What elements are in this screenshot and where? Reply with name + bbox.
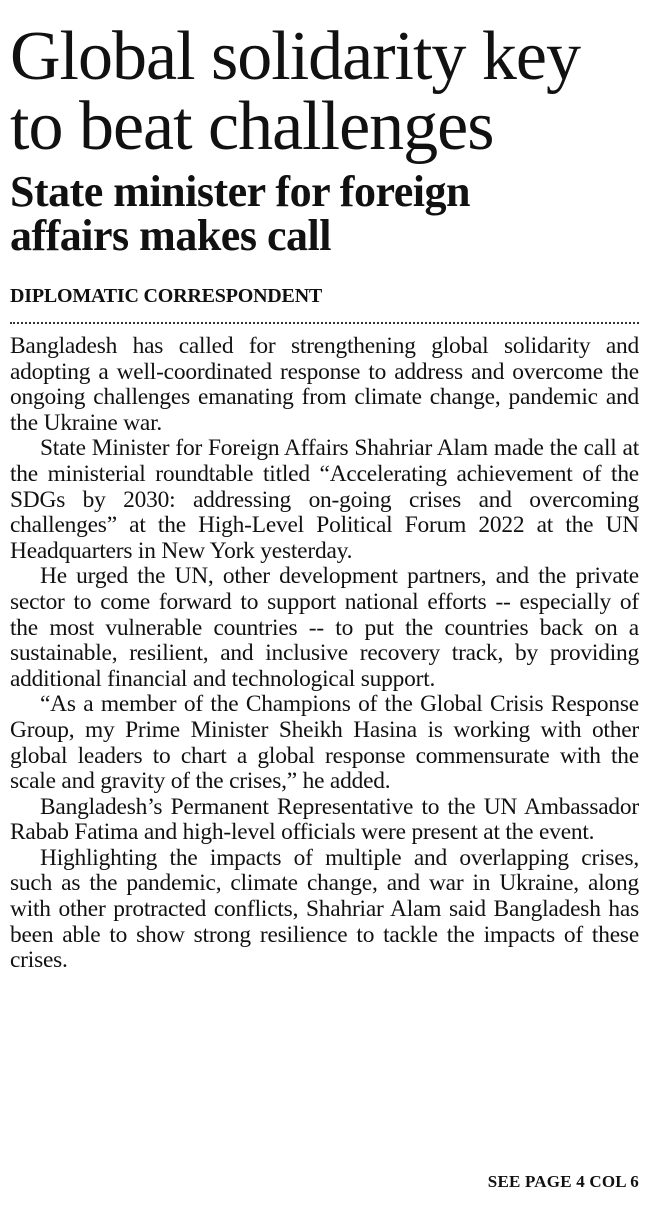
article	[10, 0, 639, 974]
article-body	[10, 334, 639, 974]
paragraph-6: Highlighting the impacts of multiple and overlapping crises, such as the pandemic, climate change, and war in Ukraine, along with other protracted conflicts, Shahriar Alam said Bangladesh has been able to show strong resilience to tackle the impacts of these crises.	[10, 844, 639, 974]
continuation-jump-line: SEE PAGE 4 COL 6	[487, 1172, 639, 1191]
paragraph-1: Bangladesh has called for strengthening global solidarity and adopting a well-coordinated response to address and overcome the ongoing challenges emanating from climate change, pandemic and the Ukraine war.	[10, 333, 639, 436]
subheadline-line-2: affairs makes call	[10, 211, 331, 260]
dotted-divider	[10, 322, 639, 324]
headline	[10, 0, 639, 165]
headline-line-2: to beat challenges	[10, 88, 494, 165]
paragraph-3: He urged the UN, other development partners, and the private sector to come forward to support national efforts -- especially of the most vulnerable countries -- to put the countries back on a sustainable, resilient, and inclusive recovery track, by providing additional financial and technological support.	[10, 563, 639, 692]
byline: DIPLOMATIC CORRESPONDENT	[10, 285, 323, 307]
headline-line-1: Global solidarity key	[10, 18, 581, 95]
paragraph-2: State Minister for Foreign Affairs Shahriar Alam made the call at the ministerial roundtable titled “Accelerating achievement of the SDGs by 2030: addressing on-going crises and overcoming challenges” at the High-Level Political Forum 2022 at the UN Headquarters in New York yesterday.	[10, 435, 639, 564]
paragraph-5: Bangladesh’s Permanent Representative to the UN Ambassador Rabab Fatima and high-level officials were present at the event.	[10, 793, 639, 846]
subheadline-line-1: State minister for foreign	[10, 167, 470, 216]
subheadline	[10, 167, 639, 260]
paragraph-4: “As a member of the Champions of the Global Crisis Response Group, my Prime Minister Sheikh Hasina is working with other global leaders to chart a global response commensurate with the scale and gravity of the crises,” he added.	[10, 691, 639, 795]
